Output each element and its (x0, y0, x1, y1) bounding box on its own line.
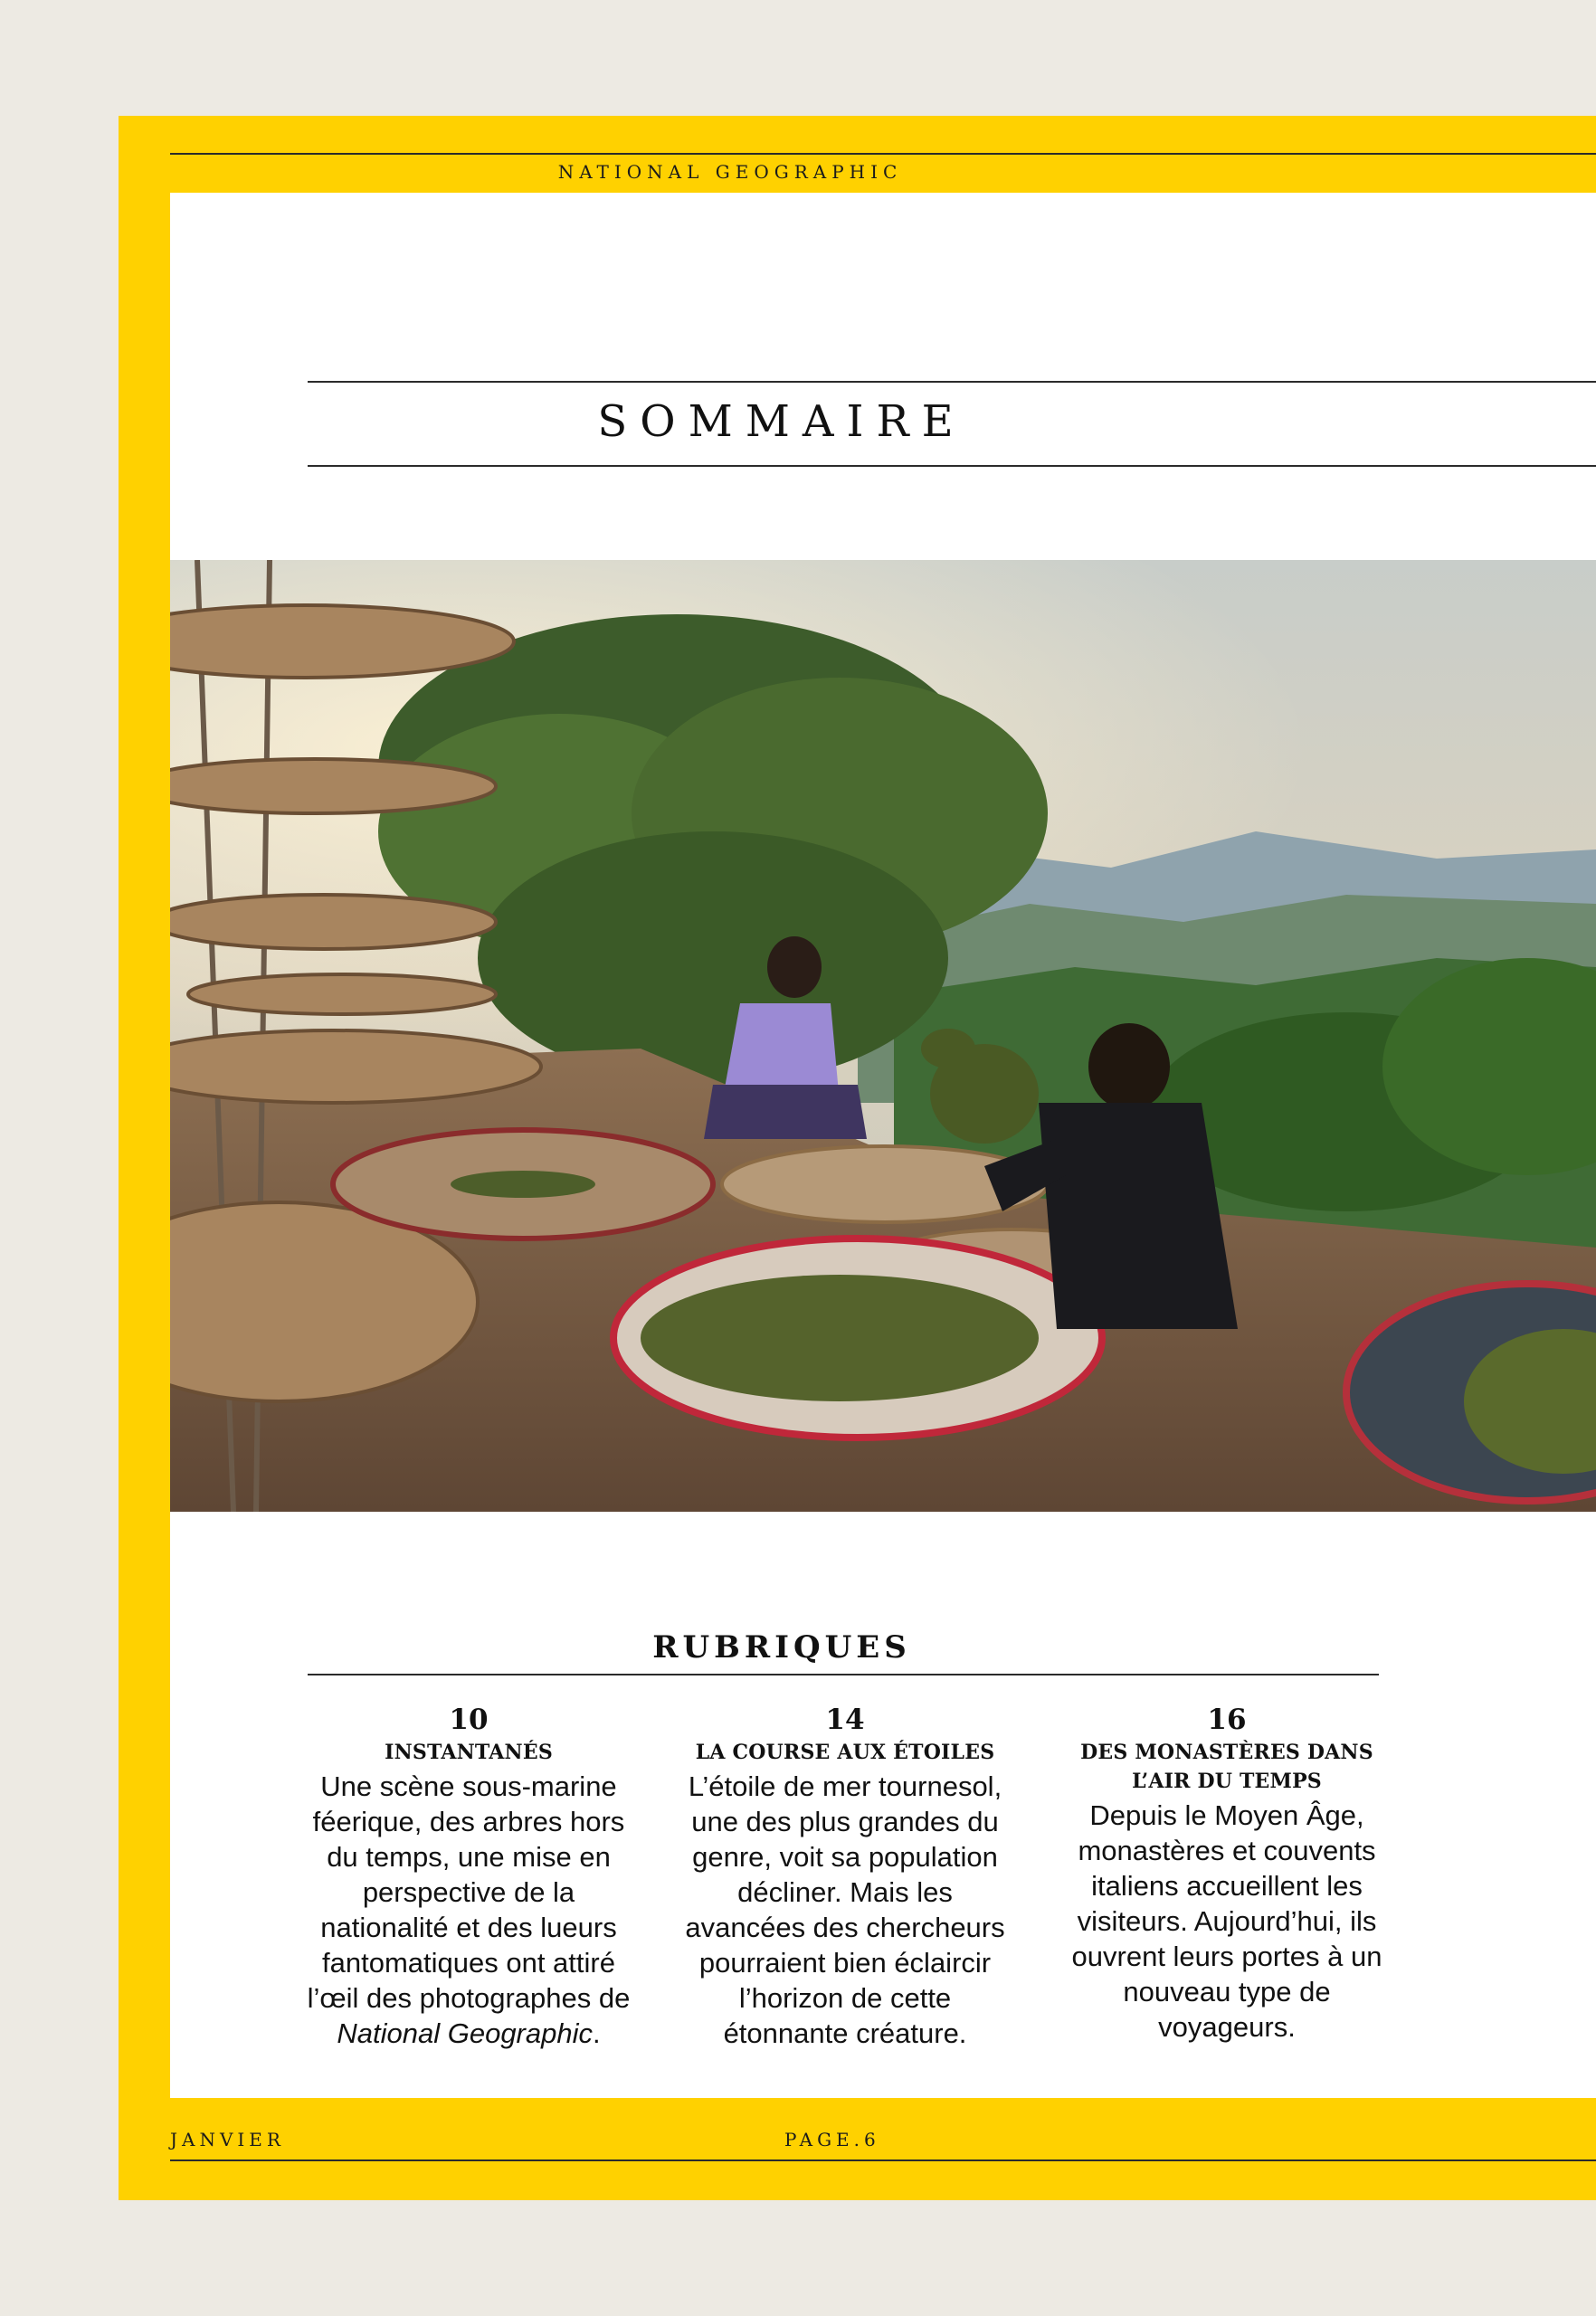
tea-drying-illustration (170, 560, 1596, 1512)
rubrique-text-italic: National Geographic (337, 2017, 593, 2049)
magazine-page (119, 116, 1596, 2200)
rubrique-text: L’étoile de mer tournesol, une des plus grandes du genre, voit sa population décliner. Mais les avancées des chercheurs pourraient bien éclaircir l’horizon de cette étonnante créature. (685, 1770, 1005, 2049)
footer-rule (170, 2159, 1596, 2161)
footer-page-number: PAGE.6 (784, 2129, 880, 2150)
title-rule-bottom (308, 465, 1596, 467)
masthead: NATIONAL GEOGRAPHIC (557, 161, 903, 183)
page-number: 16 (1207, 1704, 1247, 1736)
section-title: RUBRIQUES (652, 1629, 911, 1666)
header-rule (170, 153, 1596, 155)
rubrique-column (306, 1702, 632, 2051)
footer-month: JANVIER (170, 2129, 285, 2150)
title-rule-top (308, 381, 1596, 383)
page-title: SOMMAIRE (597, 396, 966, 447)
rubrique-column (1064, 1702, 1390, 2045)
rubrique-column (682, 1702, 1008, 2051)
page-number: 10 (449, 1704, 489, 1736)
rubrique-text (306, 1769, 632, 2051)
rubrique-heading: INSTANTANÉS (385, 1741, 553, 1764)
page-number: 14 (825, 1704, 865, 1736)
rubrique-text-main: Une scène sous-marine féerique, des arbres hors du temps, une mise en perspective de la nationalité et des lueurs fantomatiques ont attiré l’œil des photographes de (307, 1770, 631, 2014)
rubrique-heading: LA COURSE AUX ÉTOILES (695, 1741, 995, 1764)
section-rule (308, 1674, 1379, 1675)
content-panel (170, 193, 1596, 2098)
feature-photo (170, 560, 1596, 1512)
rubrique-heading: DES MONASTÈRES DANS L’AIR DU TEMPS (1080, 1741, 1373, 1793)
rubrique-text-end: . (593, 2017, 601, 2049)
rubrique-text: Depuis le Moyen Âge, monastères et couvents italiens accueillent les visiteurs. Aujourd’hui, ils ouvrent leurs portes à un nouveau type de voyageurs. (1071, 1799, 1382, 2043)
